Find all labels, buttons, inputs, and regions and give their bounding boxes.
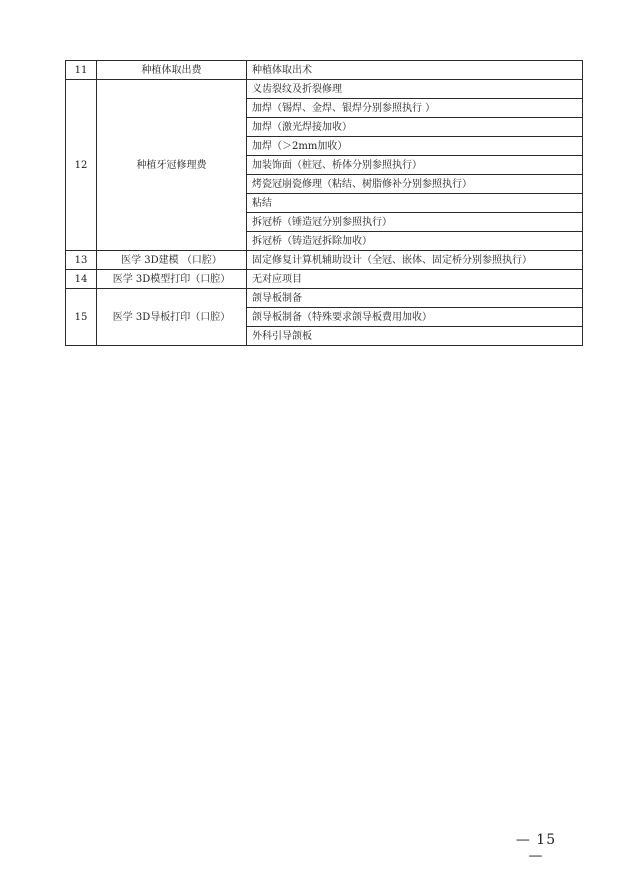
row-number: 13 xyxy=(66,251,97,270)
item-name: 颌导板制备 xyxy=(247,289,583,308)
table-row xyxy=(66,289,583,308)
fee-table xyxy=(65,60,583,346)
item-name: 颌导板制备（特殊要求颌导板费用加收） xyxy=(247,308,583,327)
category-name: 医学 3D导板打印（口腔） xyxy=(97,289,247,346)
item-name: 无对应项目 xyxy=(247,270,583,289)
row-number: 14 xyxy=(66,270,97,289)
category-name: 种植体取出费 xyxy=(97,61,247,80)
category-name: 医学 3D模型打印（口腔） xyxy=(97,270,247,289)
table-row xyxy=(66,251,583,270)
row-number: 12 xyxy=(66,80,97,251)
item-name: 加焊（＞2mm加收） xyxy=(247,137,583,156)
fee-table-body xyxy=(66,61,583,346)
item-name: 义齿裂纹及折裂修理 xyxy=(247,80,583,99)
table-row xyxy=(66,270,583,289)
item-name: 拆冠桥（锤造冠分别参照执行） xyxy=(247,213,583,232)
category-name: 种植牙冠修理费 xyxy=(97,80,247,251)
page-number: — 15 — xyxy=(515,832,557,864)
item-name: 粘结 xyxy=(247,194,583,213)
item-name: 外科引导颌板 xyxy=(247,327,583,346)
row-number: 11 xyxy=(66,61,97,80)
row-number: 15 xyxy=(66,289,97,346)
table-row xyxy=(66,80,583,99)
category-name: 医学 3D建模 （口腔） xyxy=(97,251,247,270)
item-name: 烤瓷冠崩瓷修理（粘结、树脂修补分别参照执行） xyxy=(247,175,583,194)
item-name: 拆冠桥（铸造冠拆除加收） xyxy=(247,232,583,251)
item-name: 种植体取出术 xyxy=(247,61,583,80)
item-name: 加焊（激光焊接加收） xyxy=(247,118,583,137)
item-name: 固定修复计算机辅助设计（全冠、嵌体、固定桥分别参照执行） xyxy=(247,251,583,270)
table-row xyxy=(66,61,583,80)
item-name: 加装饰面（桩冠、桥体分别参照执行） xyxy=(247,156,583,175)
item-name: 加焊（锡焊、金焊、银焊分别参照执行 ） xyxy=(247,99,583,118)
